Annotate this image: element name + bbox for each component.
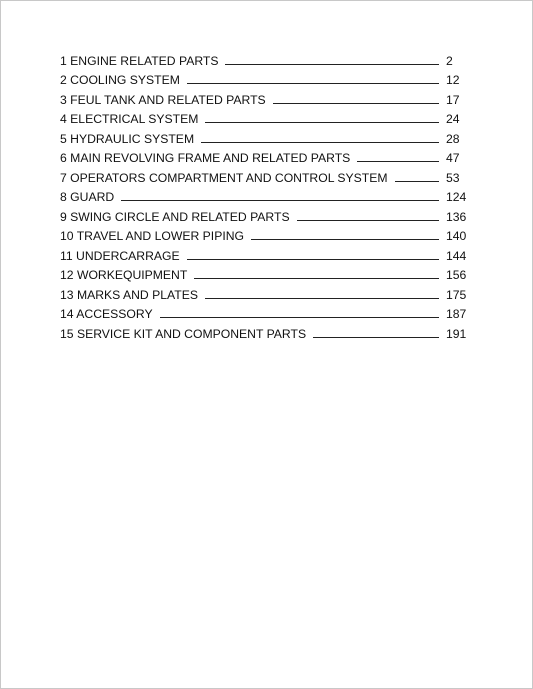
toc-entry-title: 15 SERVICE KIT AND COMPONENT PARTS: [60, 326, 307, 341]
toc-leader-line: [194, 278, 439, 279]
toc-entry-page: 2: [446, 53, 453, 68]
toc-entry[interactable]: [60, 302, 470, 322]
toc-leader-line: [160, 317, 439, 318]
toc-leader-line: [357, 161, 439, 162]
toc-entry-page: 12: [446, 73, 460, 87]
toc-leader-line: [187, 83, 439, 84]
toc-entry-title: 3 FEUL TANK AND RELATED PARTS: [60, 92, 266, 107]
toc-entry-page: 156: [446, 268, 467, 282]
toc-entry[interactable]: [60, 87, 470, 107]
toc-entry-title: 6 MAIN REVOLVING FRAME AND RELATED PARTS: [60, 151, 351, 165]
toc-entry-page: 187: [446, 307, 467, 321]
toc-entry-title: 5 HYDRAULIC SYSTEM: [60, 131, 195, 146]
toc-entry-title: 9 SWING CIRCLE AND RELATED PARTS: [60, 209, 290, 224]
toc-entry-page: 24: [446, 112, 460, 126]
toc-entry-title: 7 OPERATORS COMPARTMENT AND CONTROL SYSTEM: [60, 170, 388, 185]
toc-entry-page: 53: [446, 170, 460, 185]
toc-entry-title: 2 COOLING SYSTEM: [60, 73, 180, 87]
toc-entry-title: 12 WORKEQUIPMENT: [60, 268, 188, 282]
toc-entry-page: 144: [446, 248, 467, 263]
toc-entry-page: 191: [446, 326, 467, 341]
toc-leader-line: [205, 122, 439, 123]
toc-leader-line: [187, 259, 439, 260]
toc-entry[interactable]: [60, 48, 470, 68]
toc-leader-line: [225, 64, 439, 65]
toc-entry[interactable]: [60, 165, 470, 185]
toc-entry-page: 47: [446, 151, 460, 165]
toc-entry-page: 28: [446, 131, 460, 146]
toc-entry-title: 13 MARKS AND PLATES: [60, 287, 198, 302]
toc-leader-line: [201, 142, 439, 143]
toc-leader-line: [395, 181, 439, 182]
toc-leader-line: [273, 103, 439, 104]
toc-leader-line: [205, 298, 439, 299]
toc-entry-page: 124: [446, 190, 467, 204]
toc-entry-page: 17: [446, 92, 460, 107]
toc-entry-title: 10 TRAVEL AND LOWER PIPING: [60, 229, 244, 243]
table-of-contents: [60, 48, 470, 341]
toc-entry-title: 1 ENGINE RELATED PARTS: [60, 53, 219, 68]
toc-entry[interactable]: [60, 107, 470, 127]
toc-entry[interactable]: [60, 282, 470, 302]
toc-entry[interactable]: [60, 185, 470, 205]
toc-leader-line: [251, 239, 439, 240]
toc-entry-title: 14 ACCESSORY: [60, 307, 153, 321]
toc-entry[interactable]: [60, 126, 470, 146]
toc-entry-title: 4 ELECTRICAL SYSTEM: [60, 112, 199, 126]
toc-entry-page: 140: [446, 229, 467, 243]
toc-entry[interactable]: [60, 68, 470, 88]
toc-entry[interactable]: [60, 224, 470, 244]
toc-entry[interactable]: [60, 263, 470, 283]
toc-leader-line: [313, 337, 439, 338]
toc-entry-title: 11 UNDERCARRAGE: [60, 248, 180, 263]
toc-entry-page: 175: [446, 287, 467, 302]
toc-entry-page: 136: [446, 209, 467, 224]
toc-leader-line: [297, 220, 439, 221]
toc-entry[interactable]: [60, 146, 470, 166]
toc-entry[interactable]: [60, 321, 470, 341]
toc-entry-title: 8 GUARD: [60, 190, 115, 204]
toc-leader-line: [121, 200, 439, 201]
toc-entry[interactable]: [60, 204, 470, 224]
toc-entry[interactable]: [60, 243, 470, 263]
